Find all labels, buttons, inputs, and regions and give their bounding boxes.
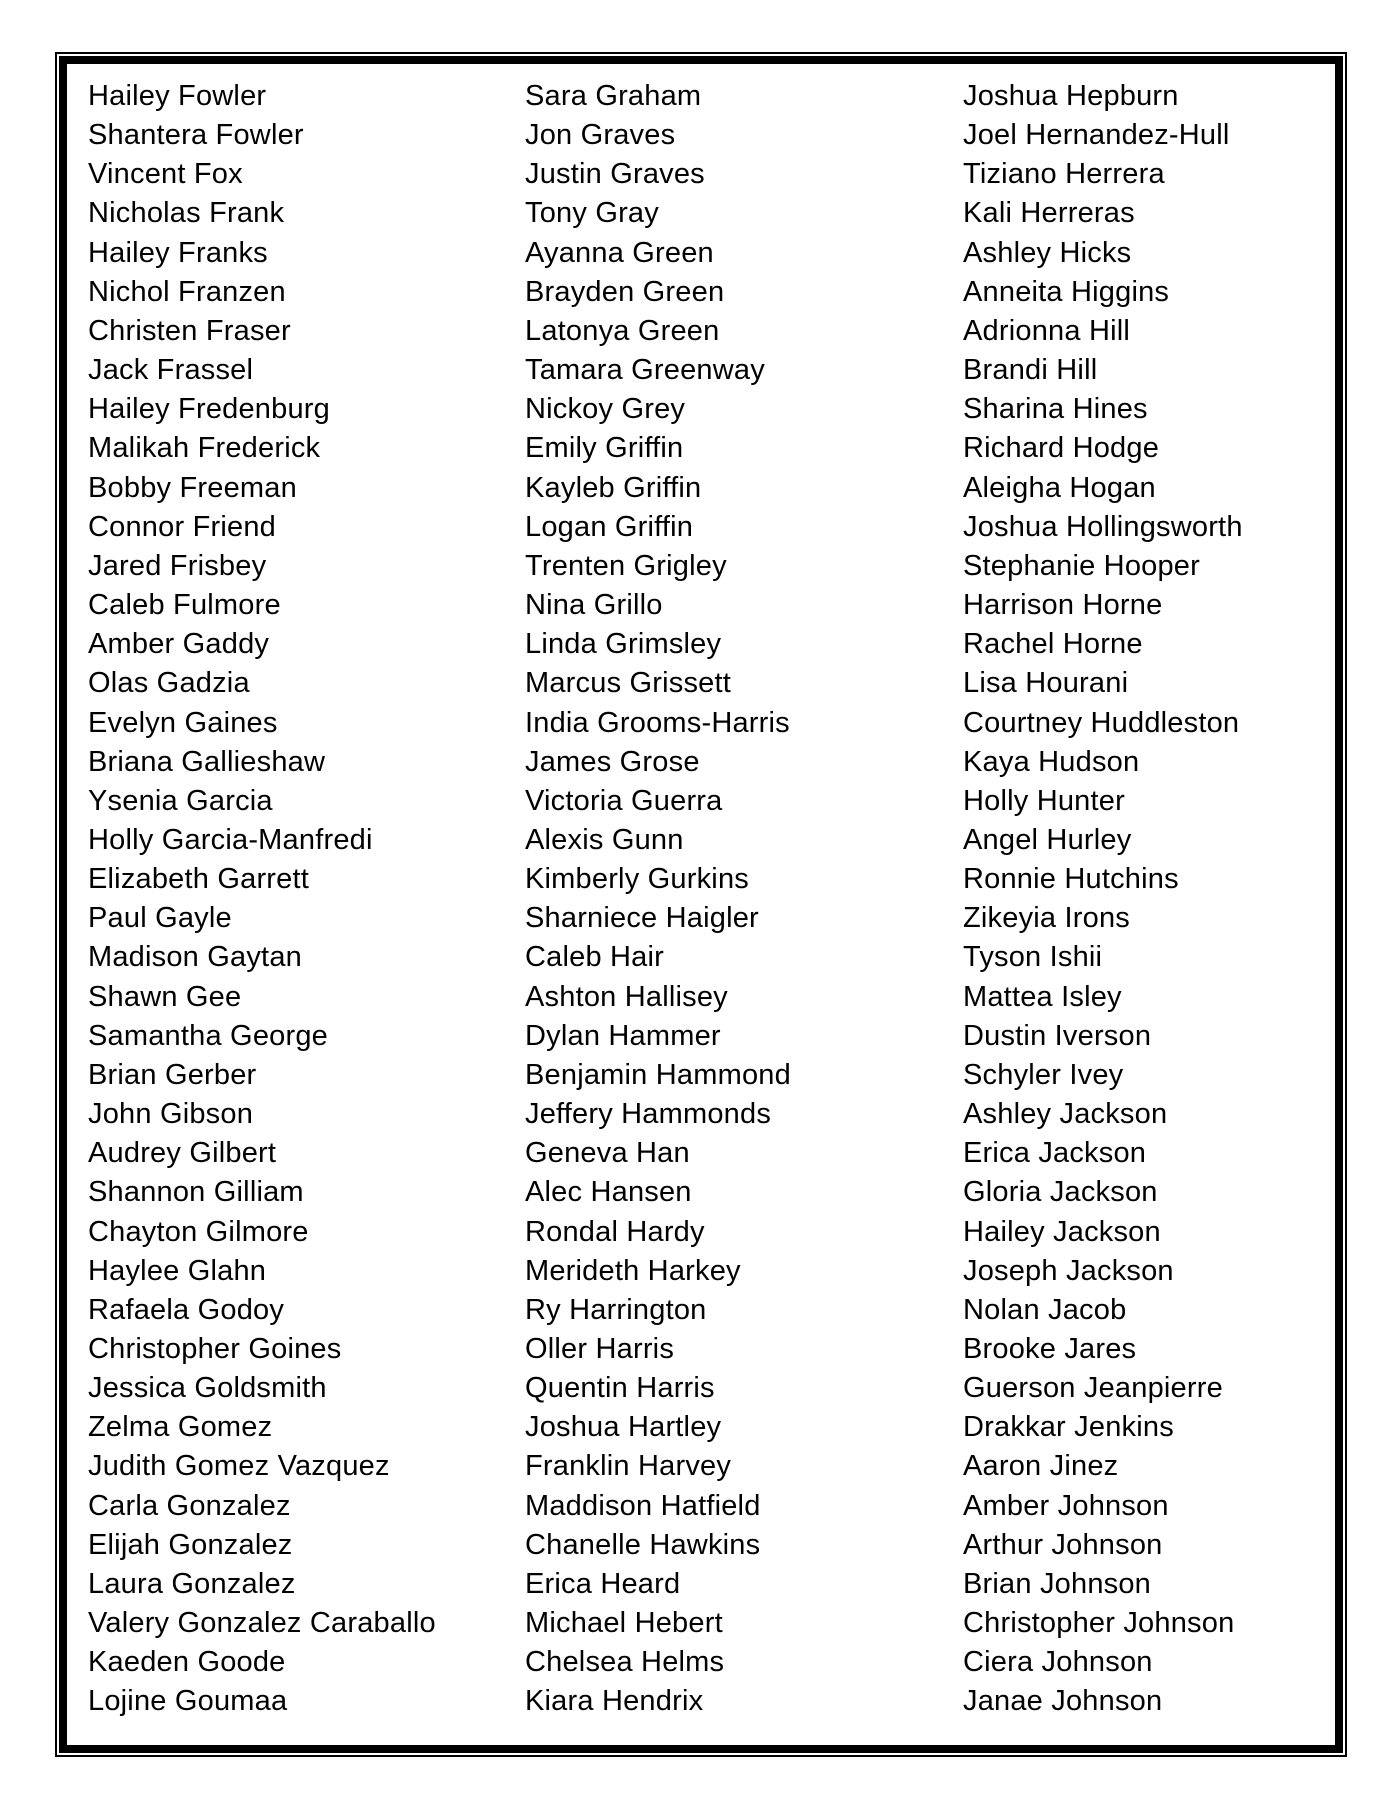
name-list-item: Tamara Greenway [525,354,765,387]
name-list-item: Brandi Hill [963,354,1098,387]
name-list-item: Kayleb Griffin [525,471,702,504]
name-list-item: Geneva Han [525,1137,690,1170]
name-list-item: Olas Gadzia [88,667,250,700]
name-list-item: Drakkar Jenkins [963,1411,1174,1444]
name-list-item: Hailey Jackson [963,1215,1161,1248]
name-list-item: Connor Friend [88,510,276,543]
name-list-item: Rafaela Godoy [88,1293,285,1326]
name-list-item: Latonya Green [525,314,720,347]
name-list-item: Janae Johnson [963,1685,1163,1718]
name-list-item: Alec Hansen [525,1176,692,1209]
name-list-item: Chanelle Hawkins [525,1528,761,1561]
name-list-item: Rachel Horne [963,628,1143,661]
name-list-item: James Grose [525,745,700,778]
name-list-item: Tiziano Herrera [963,158,1165,191]
name-list-item: Gloria Jackson [963,1176,1158,1209]
name-list-item: Stephanie Hooper [963,549,1200,582]
name-list-item: Schyler Ivey [963,1058,1124,1091]
name-list-item: Brayden Green [525,275,725,308]
name-list-item: Nina Grillo [525,589,663,622]
name-list-item: Lisa Hourani [963,667,1129,700]
name-list-item: Aleigha Hogan [963,471,1156,504]
name-list-item: Christopher Goines [88,1333,342,1365]
name-list-item: Arthur Johnson [963,1528,1163,1561]
name-list-item: Samantha George [88,1019,328,1052]
name-list-item: Tony Gray [525,197,659,230]
name-list-item: Chayton Gilmore [88,1215,309,1248]
name-list-item: Angel Hurley [963,823,1132,856]
name-list-item: Brian Johnson [963,1567,1151,1600]
name-list-item: Hailey Fowler [88,80,267,112]
name-list-item: Hailey Franks [88,236,268,269]
name-list-item: Amber Gaddy [88,628,270,661]
name-list-item: Briana Gallieshaw [88,745,326,778]
name-list-item: Carla Gonzalez [88,1489,291,1522]
name-list-item: Kiara Hendrix [525,1685,704,1718]
name-list-item: Mattea Isley [963,980,1122,1013]
name-list-item: John Gibson [88,1098,254,1131]
name-list-item: Victoria Guerra [525,784,723,817]
name-list-item: Madison Gaytan [88,941,302,974]
name-list-item: Malikah Frederick [88,432,321,465]
name-list-item: Ysenia Garcia [88,784,273,817]
name-list-item: Joseph Jackson [963,1254,1174,1287]
name-list-item: Linda Grimsley [525,628,722,661]
name-list-item: Joel Hernandez-Hull [963,119,1230,152]
name-list-item: Hailey Fredenburg [88,393,330,426]
name-list-item: Tyson Ishii [963,941,1103,974]
name-list-item: Harrison Horne [963,589,1163,622]
name-list-item: Ashton Hallisey [525,980,728,1013]
name-list-item: Joshua Hepburn [963,80,1179,112]
name-list-item: Dylan Hammer [525,1019,721,1052]
name-column-2 [525,77,963,1722]
name-list-item: Ry Harrington [525,1293,707,1326]
name-list-item: Merideth Harkey [525,1254,741,1287]
name-list-item: Oller Harris [525,1333,675,1365]
name-list-item: Nolan Jacob [963,1293,1127,1326]
name-list-item: Chelsea Helms [525,1646,725,1679]
name-list-item: Ashley Hicks [963,236,1132,269]
name-list-item: Alexis Gunn [525,823,684,856]
name-list-item: Guerson Jeanpierre [963,1372,1223,1405]
name-list-item: Kimberly Gurkins [525,863,749,896]
name-list-item: India Grooms-Harris [525,706,790,739]
name-list-item: Caleb Hair [525,941,664,974]
name-list-item: Sharina Hines [963,393,1148,426]
name-list-item: Rondal Hardy [525,1215,705,1248]
name-list-item: Kaeden Goode [88,1646,286,1679]
name-list-item: Bobby Freeman [88,471,297,504]
name-list-item: Justin Graves [525,158,705,191]
name-list-item: Christen Fraser [88,314,291,347]
name-list-item: Evelyn Gaines [88,706,278,739]
name-list-item: Michael Hebert [525,1607,723,1640]
name-list-item: Jon Graves [525,119,676,152]
name-list-item: Vincent Fox [88,158,243,191]
name-list-item: Sara Graham [525,80,702,112]
name-column-1 [88,77,525,1722]
name-list-item: Judith Gomez Vazquez [88,1450,390,1483]
name-list-item: Zelma Gomez [88,1411,273,1444]
name-list-item: Maddison Hatfield [525,1489,761,1522]
name-list-item: Courtney Huddleston [963,706,1240,739]
name-list-item: Valery Gonzalez Caraballo [88,1607,436,1640]
name-list-item: Trenten Grigley [525,549,727,582]
name-list-item: Franklin Harvey [525,1450,732,1483]
name-list-item: Holly Hunter [963,784,1125,817]
name-list-item: Sharniece Haigler [525,902,759,935]
name-list-item: Zikeyia Irons [963,902,1130,935]
name-list-item: Brooke Jares [963,1333,1137,1365]
name-list-item: Caleb Fulmore [88,589,281,622]
name-list-item: Lojine Goumaa [88,1685,288,1718]
name-list-item: Kali Herreras [963,197,1135,230]
name-list-item: Ronnie Hutchins [963,863,1179,896]
name-list-item: Anneita Higgins [963,275,1170,308]
name-list-item: Nicholas Frank [88,197,285,230]
name-list-item: Jack Frassel [88,354,254,387]
name-list-item: Aaron Jinez [963,1450,1119,1483]
name-list-item: Shawn Gee [88,980,242,1013]
name-list-item: Richard Hodge [963,432,1160,465]
name-list-item: Erica Heard [525,1567,681,1600]
name-list-item: Nichol Franzen [88,275,286,308]
name-list-item: Adrionna Hill [963,314,1131,347]
name-list-item: Brian Gerber [88,1058,257,1091]
name-list-item: Elizabeth Garrett [88,863,309,896]
name-list-item: Shantera Fowler [88,119,304,152]
name-list-item: Emily Griffin [525,432,684,465]
name-list-item: Audrey Gilbert [88,1137,277,1170]
name-list-item: Paul Gayle [88,902,232,935]
name-list-item: Laura Gonzalez [88,1567,296,1600]
name-list-item: Ayanna Green [525,236,714,269]
name-list-item: Jared Frisbey [88,549,267,582]
double-border-frame [55,52,1347,1757]
name-list-item: Holly Garcia-Manfredi [88,823,373,856]
name-list-item: Logan Griffin [525,510,694,543]
name-list-item: Jeffery Hammonds [525,1098,772,1131]
name-list-item: Kaya Hudson [963,745,1140,778]
name-list-item: Benjamin Hammond [525,1058,791,1091]
name-list-item: Marcus Grissett [525,667,732,700]
name-list-item: Ashley Jackson [963,1098,1168,1131]
name-list-item: Haylee Glahn [88,1254,267,1287]
name-list-item: Dustin Iverson [963,1019,1152,1052]
name-list-item: Erica Jackson [963,1137,1147,1170]
name-list-item: Quentin Harris [525,1372,715,1405]
name-list-item: Jessica Goldsmith [88,1372,327,1405]
name-list-item: Nickoy Grey [525,393,686,426]
name-list [67,64,1335,1745]
name-list-item: Elijah Gonzalez [88,1528,293,1561]
name-list-item: Amber Johnson [963,1489,1169,1522]
double-border-frame-inner [59,56,1343,1753]
name-list-item: Joshua Hartley [525,1411,722,1444]
name-list-item: Ciera Johnson [963,1646,1153,1679]
name-list-item: Christopher Johnson [963,1607,1235,1640]
name-list-item: Shannon Gilliam [88,1176,304,1209]
name-column-3 [963,77,1335,1722]
name-list-item: Joshua Hollingsworth [963,510,1243,543]
